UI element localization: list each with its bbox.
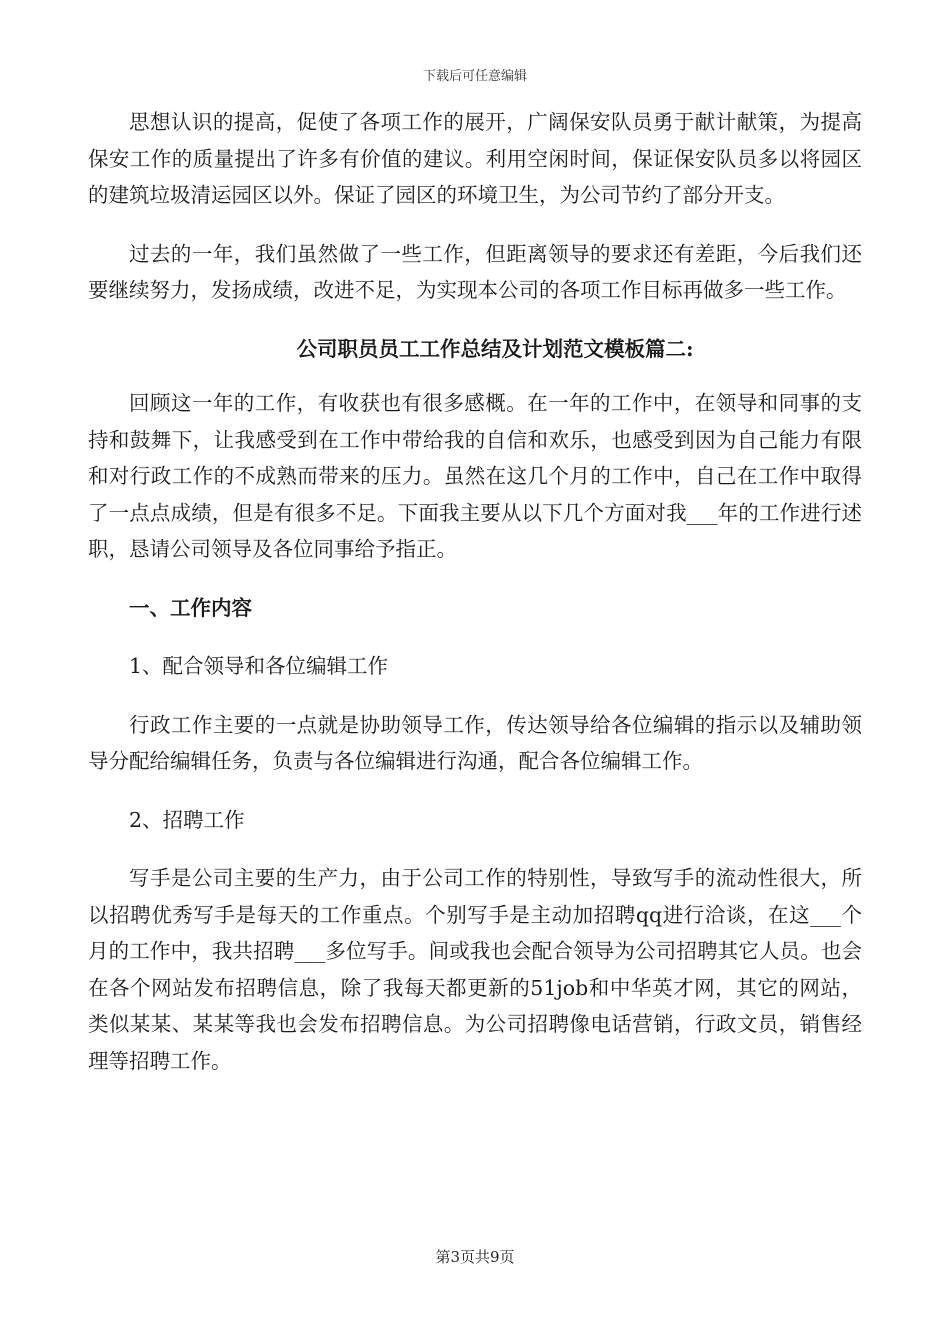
paragraph-5: 写手是公司主要的生产力，由于公司工作的特别性，导致写手的流动性很大，所以招聘优秀写手是每天的工作重点。个别写手是主动加招聘qq进行洽谈，在这___个月的工作中，我共招聘___多位写手。间或我也会配合领导为公司招聘其它人员。也会在各个网站发布招聘信息，除了我每天都更新的51job和中华英才网，其它的网站，类似某某、某某等我也会发布招聘信息。为公司招聘像电话营销，行政文员，销售经理等招聘工作。 bbox=[88, 866, 862, 1073]
page-header: 下载后可任意编辑 bbox=[422, 69, 527, 84]
page-footer: 第3页共9页 bbox=[435, 1248, 515, 1266]
paragraph-2: 过去的一年，我们虽然做了一些工作，但距离领导的要求还有差距，今后我们还要继续努力，发扬成绩，改进不足，为实现本公司的各项工作目标再做多一些工作。 bbox=[88, 241, 862, 302]
heading-work-content: 一、工作内容 bbox=[129, 595, 252, 620]
paragraph-1: 思想认识的提高，促使了各项工作的展开，广阔保安队员勇于献计献策，为提高保安工作的质量提出了许多有价值的建议。利用空闲时间，保证保安队员多以将园区的建筑垃圾清运园区以外。保证了园区的环境卫生，为公司节约了部分开支。 bbox=[88, 110, 862, 207]
paragraph-4: 行政工作主要的一点就是协助领导工作，传达领导给各位编辑的指示以及辅助领导分配给编辑任务，负责与各位编辑进行沟通，配合各位编辑工作。 bbox=[88, 712, 862, 773]
subheading-1: 1、配合领导和各位编辑工作 bbox=[129, 654, 389, 678]
document-body bbox=[88, 104, 862, 1079]
subheading-2: 2、招聘工作 bbox=[129, 807, 245, 832]
paragraph-3: 回顾这一年的工作，有收获也有很多感概。在一年的工作中，在领导和同事的支持和鼓舞下，让我感受到在工作中带给我的自信和欢乐，也感受到因为自己能力有限和对行政工作的不成熟而带来的压力。虽然在这几个月的工作中，自己在工作中取得了一点点成绩，但是有很多不足。下面我主要从以下几个方面对我___年的工作进行述职，恳请公司领导及各位同事给予指正。 bbox=[88, 391, 862, 561]
section-title: 公司职员员工工作总结及计划范文模板篇二: bbox=[296, 336, 694, 361]
